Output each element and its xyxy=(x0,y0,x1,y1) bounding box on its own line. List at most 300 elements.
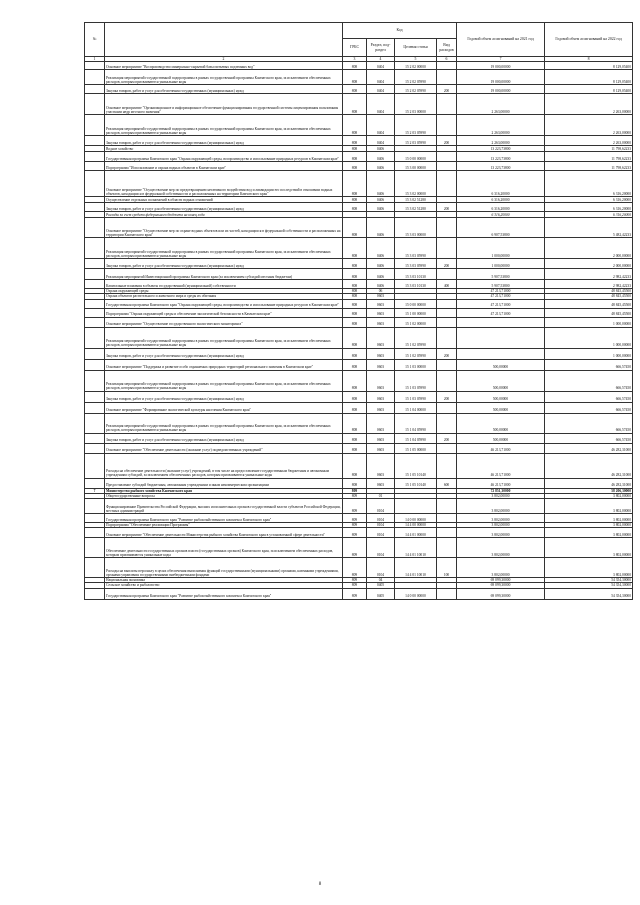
row-number xyxy=(85,453,105,478)
row-target: 15 2 03 00000 xyxy=(395,94,437,115)
row-name: Закупка товаров, работ и услуг для обеспечения государственных (муниципальных) нужд xyxy=(105,203,343,212)
col-index: 5 xyxy=(395,57,437,62)
row-razdel: 0404 xyxy=(367,115,395,136)
row-grbs: 809 xyxy=(343,558,367,578)
col-grbs-header: ГРБС xyxy=(343,39,367,57)
row-amount-2022: 48 845,45500 xyxy=(545,289,633,294)
row-amount-2022: 3 802,00000 xyxy=(545,493,633,498)
table-row xyxy=(85,348,633,359)
row-grbs: 808 xyxy=(343,413,367,433)
table-body xyxy=(85,62,633,599)
row-amount-2022: 11 798,62233 xyxy=(545,152,633,162)
row-name: Основное мероприятие "Воспроизводство минерально-сырьевой базы питьевых подземных вод" xyxy=(105,62,343,70)
row-name: Основное мероприятие "Организационное и информационное обеспечение функционирования государственной системы лицензирования пользования участками недр местного значения" xyxy=(105,94,343,115)
row-vid xyxy=(437,115,457,136)
row-target: 15 2 02 00000 xyxy=(395,62,437,70)
table-row xyxy=(85,370,633,391)
row-target: 15 1 05 00000 xyxy=(395,443,437,453)
row-vid: 200 xyxy=(437,259,457,269)
row-target: 15 3 02 51280 xyxy=(395,203,437,212)
row-amount-2021: 5 907,53800 xyxy=(457,269,545,280)
row-amount-2021: 19 000,00000 xyxy=(457,62,545,70)
row-target: 15 1 04 05990 xyxy=(395,413,437,433)
table-row xyxy=(85,280,633,289)
row-amount-2021: 2 263,00000 xyxy=(457,94,545,115)
row-name: Водное хозяйство xyxy=(105,146,343,152)
row-number: 7 xyxy=(85,488,105,493)
row-amount-2021: 69 099,30000 xyxy=(457,578,545,583)
page-number: 8 xyxy=(318,882,322,887)
row-name: Подпрограмма "Обеспечение реализации Программы" xyxy=(105,523,343,528)
row-name: Основное мероприятие "Осуществление мер по охране водных объектов или их частей, находящихся в федеральной собственности и расположенных на территории Камчатского края" xyxy=(105,218,343,238)
row-amount-2021: 5 907,53800 xyxy=(457,280,545,289)
row-razdel: 0603 xyxy=(367,370,395,391)
row-razdel: 0406 xyxy=(367,238,395,259)
row-target: 15 1 05 10140 xyxy=(395,453,437,478)
table-row xyxy=(85,162,633,171)
table-row xyxy=(85,218,633,238)
row-amount-2021: 500,00000 xyxy=(457,413,545,433)
table-row xyxy=(85,152,633,162)
row-amount-2021: 19 000,00000 xyxy=(457,70,545,85)
row-number xyxy=(85,152,105,162)
row-amount-2021: 1 000,00000 xyxy=(457,259,545,269)
row-vid: 200 xyxy=(437,433,457,443)
row-vid xyxy=(437,171,457,197)
row-target: 14 0 00 00000 xyxy=(395,588,437,599)
row-number xyxy=(85,269,105,280)
row-amount-2022: 3 802,00000 xyxy=(545,528,633,538)
row-name: Реализация мероприятий Инвестиционной программы Камчатского края (за исключением субсидий местным бюджетам) xyxy=(105,269,343,280)
row-amount-2022: 58 206,30000 xyxy=(545,488,633,493)
row-amount-2021: 3 802,00000 xyxy=(457,499,545,514)
row-name: Министерство рыбного хозяйства Камчатского края xyxy=(105,488,343,493)
row-name: Закупка товаров, работ и услуг для обеспечения государственных (муниципальных) нужд xyxy=(105,259,343,269)
row-number xyxy=(85,299,105,308)
row-razdel: 0603 xyxy=(367,308,395,317)
row-amount-2021: 3 802,00000 xyxy=(457,514,545,523)
row-vid xyxy=(437,70,457,85)
table-row xyxy=(85,413,633,433)
row-amount-2022: 1 000,00000 xyxy=(545,327,633,348)
row-name: Обеспечение деятельности государственных органов власти (государственных органов) Камчатского края, за исключением обеспеченных расходов, которым присваиваются уникальные коды xyxy=(105,538,343,558)
row-grbs: 808 xyxy=(343,327,367,348)
row-number xyxy=(85,308,105,317)
table-row xyxy=(85,70,633,85)
row-name: Реализация мероприятий государственной подпрограммы в рамках государственной программы Камчатского края, за исключением обеспеченных расходов, которым присваиваются уникальные коды xyxy=(105,238,343,259)
row-name: Охрана окружающей среды xyxy=(105,289,343,294)
row-razdel: 0406 xyxy=(367,280,395,289)
row-amount-2021: 46 213,71000 xyxy=(457,453,545,478)
row-amount-2021: 2 263,00000 xyxy=(457,136,545,146)
col-index: 4 xyxy=(367,57,395,62)
row-razdel: 0603 xyxy=(367,359,395,370)
row-name: Закупка товаров, работ и услуг для обеспечения государственных (муниципальных) нужд xyxy=(105,348,343,359)
table-row xyxy=(85,433,633,443)
row-vid: 200 xyxy=(437,203,457,212)
row-grbs: 809 xyxy=(343,493,367,498)
row-amount-2022: 2 982,42233 xyxy=(545,269,633,280)
row-vid: 200 xyxy=(437,85,457,94)
row-name: Закупка товаров, работ и услуг для обеспечения государственных (муниципальных) нужд xyxy=(105,85,343,94)
row-razdel: 0603 xyxy=(367,443,395,453)
row-number xyxy=(85,317,105,327)
row-razdel: 0404 xyxy=(367,136,395,146)
row-razdel: 0603 xyxy=(367,402,395,413)
table-row xyxy=(85,269,633,280)
row-amount-2021: 500,00000 xyxy=(457,359,545,370)
budget-table xyxy=(84,22,633,600)
row-amount-2022: 666,57450 xyxy=(545,433,633,443)
row-target: 15 3 02 51280 xyxy=(395,197,437,203)
row-razdel: 0406 xyxy=(367,218,395,238)
row-amount-2022: 6 316,20000 xyxy=(545,171,633,197)
table-row xyxy=(85,558,633,578)
row-vid xyxy=(437,94,457,115)
row-amount-2022: 8 129,05400 xyxy=(545,70,633,85)
row-name: Реализация мероприятий государственной подпрограммы в рамках государственной программы Камчатского края, за исключением обеспеченных расходов, которым присваиваются уникальные коды xyxy=(105,413,343,433)
row-target: 15 0 00 00000 xyxy=(395,299,437,308)
row-grbs: 808 xyxy=(343,348,367,359)
row-vid xyxy=(437,359,457,370)
row-vid xyxy=(437,327,457,348)
row-amount-2022: 3 802,00000 xyxy=(545,499,633,514)
table-row xyxy=(85,538,633,558)
row-number xyxy=(85,115,105,136)
row-target xyxy=(395,499,437,514)
col-no-header: № xyxy=(85,23,105,57)
col-index: 1 xyxy=(85,57,105,62)
row-razdel: 0603 xyxy=(367,453,395,478)
row-amount-2021: 3 802,00000 xyxy=(457,523,545,528)
row-amount-2022: 46 282,31000 xyxy=(545,443,633,453)
row-amount-2021: 3 802,00000 xyxy=(457,538,545,558)
row-number xyxy=(85,538,105,558)
row-amount-2021: 19 000,00000 xyxy=(457,85,545,94)
row-amount-2022: 46 282,31000 xyxy=(545,453,633,478)
table-row xyxy=(85,171,633,197)
row-razdel: 0406 xyxy=(367,259,395,269)
row-amount-2021: 6 907,53800 xyxy=(457,218,545,238)
row-amount-2021: 13 223,73800 xyxy=(457,162,545,171)
row-amount-2022: 3 802,00000 xyxy=(545,538,633,558)
row-number xyxy=(85,327,105,348)
row-number xyxy=(85,499,105,514)
table-row xyxy=(85,317,633,327)
row-vid xyxy=(437,370,457,391)
table-row xyxy=(85,588,633,599)
row-amount-2021: 500,00000 xyxy=(457,402,545,413)
row-target: 15 2 02 05990 xyxy=(395,70,437,85)
row-vid xyxy=(437,588,457,599)
row-number xyxy=(85,370,105,391)
row-target: 15 1 00 00000 xyxy=(395,308,437,317)
row-vid xyxy=(437,299,457,308)
row-razdel: 0104 xyxy=(367,499,395,514)
row-amount-2022: 2 263,00000 xyxy=(545,94,633,115)
row-grbs: 808 xyxy=(343,294,367,299)
table-row xyxy=(85,478,633,488)
table-row xyxy=(85,203,633,212)
row-amount-2021: 3 802,00000 xyxy=(457,558,545,578)
row-grbs: 809 xyxy=(343,514,367,523)
row-grbs: 809 xyxy=(343,528,367,538)
table-row xyxy=(85,308,633,317)
row-amount-2022: 46 282,31000 xyxy=(545,478,633,488)
row-number xyxy=(85,391,105,402)
table-row xyxy=(85,528,633,538)
row-number xyxy=(85,85,105,94)
row-target: 15 1 04 05990 xyxy=(395,433,437,443)
row-number xyxy=(85,94,105,115)
budget-table-sheet xyxy=(84,22,632,600)
row-grbs: 808 xyxy=(343,85,367,94)
row-name: Государственная программа Камчатского края "Охрана окружающей среды, воспроизводство и использование природных ресурсов в Камчатском крае" xyxy=(105,152,343,162)
row-grbs: 808 xyxy=(343,359,367,370)
row-target: 15 2 03 05990 xyxy=(395,136,437,146)
row-target: 15 1 03 05990 xyxy=(395,391,437,402)
row-name: Закупка товаров, работ и услуг для обеспечения государственных (муниципальных) нужд xyxy=(105,136,343,146)
row-target: 14 0 00 00000 xyxy=(395,514,437,523)
row-name: Расходы на обеспечение деятельности (оказание услуг) учреждений, в том числе на предоставление государственным бюджетным и автономным учреждениям субсидий, за исключением обеспеченных расходов, которым присваиваются уникальные коды xyxy=(105,453,343,478)
row-number xyxy=(85,528,105,538)
row-amount-2022: 2 000,00000 xyxy=(545,259,633,269)
col-index: 7 xyxy=(457,57,545,62)
row-number xyxy=(85,62,105,70)
row-target: 14 4 00 00000 xyxy=(395,523,437,528)
row-amount-2022: 3 802,00000 xyxy=(545,558,633,578)
row-number xyxy=(85,171,105,197)
row-number xyxy=(85,433,105,443)
row-grbs: 808 xyxy=(343,152,367,162)
row-amount-2022: 666,57450 xyxy=(545,413,633,433)
row-target: 15 1 03 00000 xyxy=(395,359,437,370)
row-name: Реализация мероприятий государственной подпрограммы в рамках государственной программы Камчатского края, за исключением обеспеченных расходов, которым присваиваются уникальные коды xyxy=(105,370,343,391)
row-amount-2022: 6 316,20000 xyxy=(545,197,633,203)
row-name: Закупка товаров, работ и услуг для обеспечения государственных (муниципальных) нужд xyxy=(105,391,343,402)
row-amount-2021: 46 213,71000 xyxy=(457,478,545,488)
col-vid-header: Вид расходов xyxy=(437,39,457,57)
row-vid xyxy=(437,218,457,238)
table-row xyxy=(85,327,633,348)
row-amount-2022: 48 845,45500 xyxy=(545,294,633,299)
row-name: Общегосударственные вопросы xyxy=(105,493,343,498)
row-razdel: 0603 xyxy=(367,413,395,433)
row-number xyxy=(85,443,105,453)
row-grbs: 808 xyxy=(343,162,367,171)
row-amount-2021: 47 213,71000 xyxy=(457,294,545,299)
row-vid xyxy=(437,152,457,162)
row-name: Сельское хозяйство и рыболовство xyxy=(105,583,343,588)
row-razdel: 0406 xyxy=(367,171,395,197)
row-grbs: 808 xyxy=(343,289,367,294)
row-number xyxy=(85,259,105,269)
row-grbs: 808 xyxy=(343,62,367,70)
table-row xyxy=(85,136,633,146)
row-razdel: 01 xyxy=(367,493,395,498)
row-amount-2022: 1 000,00000 xyxy=(545,348,633,359)
row-amount-2022: 2 982,42233 xyxy=(545,280,633,289)
row-number xyxy=(85,70,105,85)
row-name: Национальная экономика xyxy=(105,578,343,583)
row-vid xyxy=(437,238,457,259)
row-vid xyxy=(437,514,457,523)
row-grbs: 808 xyxy=(343,391,367,402)
row-grbs: 808 xyxy=(343,269,367,280)
row-razdel: 0603 xyxy=(367,327,395,348)
row-name: Закупка товаров, работ и услуг для обеспечения государственных (муниципальных) нужд xyxy=(105,433,343,443)
row-grbs: 809 xyxy=(343,588,367,599)
row-amount-2021: 13 223,73800 xyxy=(457,152,545,162)
row-razdel: 0104 xyxy=(367,514,395,523)
row-number xyxy=(85,348,105,359)
row-razdel: 0603 xyxy=(367,294,395,299)
row-razdel: 0404 xyxy=(367,94,395,115)
row-vid xyxy=(437,269,457,280)
row-razdel: 0104 xyxy=(367,523,395,528)
row-name: Расходы за счет средств федерального бюджета на конец года xyxy=(105,212,343,218)
row-amount-2022: 666,57450 xyxy=(545,402,633,413)
row-vid: 200 xyxy=(437,391,457,402)
row-vid xyxy=(437,317,457,327)
col-2022-header: Годовой объем ассигнований на 2022 год xyxy=(545,23,633,57)
row-razdel: 0603 xyxy=(367,433,395,443)
row-target: 15 3 03 10130 xyxy=(395,269,437,280)
row-target: 15 1 03 05990 xyxy=(395,370,437,391)
row-amount-2021 xyxy=(457,317,545,327)
row-razdel: 0404 xyxy=(367,62,395,70)
row-number xyxy=(85,588,105,599)
row-amount-2021: 500,00000 xyxy=(457,370,545,391)
col-index: 2 xyxy=(105,57,343,62)
row-name: Основное мероприятие "Осуществление государственного экологического мониторинга" xyxy=(105,317,343,327)
row-razdel: 0405 xyxy=(367,583,395,588)
row-number xyxy=(85,514,105,523)
row-grbs: 808 xyxy=(343,259,367,269)
table-row xyxy=(85,62,633,70)
row-target: 15 1 04 00000 xyxy=(395,402,437,413)
row-grbs: 808 xyxy=(343,171,367,197)
row-target: 15 3 02 00000 xyxy=(395,171,437,197)
row-name: Подпрограмма "Охрана окружающей среды и обеспечение экологической безопасности в Камчатском крае" xyxy=(105,308,343,317)
row-grbs: 808 xyxy=(343,299,367,308)
row-number xyxy=(85,136,105,146)
row-amount-2022: 666,57450 xyxy=(545,359,633,370)
row-razdel: 0406 xyxy=(367,152,395,162)
row-vid xyxy=(437,443,457,453)
row-amount-2021: 1 000,00000 xyxy=(457,238,545,259)
row-name: Основное мероприятие "Обеспечение деятельности (оказание услуг) подведомственных учреждений" xyxy=(105,443,343,453)
row-razdel: 0603 xyxy=(367,348,395,359)
row-grbs: 809 xyxy=(343,499,367,514)
row-vid xyxy=(437,538,457,558)
row-grbs: 809 xyxy=(343,488,367,493)
row-amount-2021: 6 316,20000 xyxy=(457,212,545,218)
row-razdel: 0406 xyxy=(367,269,395,280)
table-row xyxy=(85,391,633,402)
row-amount-2021: 2 263,00000 xyxy=(457,115,545,136)
row-amount-2021: 500,00000 xyxy=(457,433,545,443)
row-razdel: 0104 xyxy=(367,558,395,578)
row-grbs: 808 xyxy=(343,433,367,443)
row-amount-2021: 6 316,20000 xyxy=(457,203,545,212)
row-name: Функционирование Правительства Российской Федерации, высших исполнительных органов государственной власти субъектов Российской Федерации, местных администраций xyxy=(105,499,343,514)
row-grbs: 808 xyxy=(343,317,367,327)
row-name: Осуществление отдельных полномочий в области водных отношений xyxy=(105,197,343,203)
row-razdel: 0603 xyxy=(367,478,395,488)
row-number xyxy=(85,558,105,578)
table-row xyxy=(85,85,633,94)
row-vid xyxy=(437,162,457,171)
row-name: Реализация мероприятий государственной подпрограммы в рамках государственной программы Камчатского края, за исключением обеспеченных расходов, которым присваиваются уникальные коды xyxy=(105,327,343,348)
row-razdel: 0406 xyxy=(367,197,395,203)
row-target: 14 4 01 00000 xyxy=(395,528,437,538)
row-vid xyxy=(437,413,457,433)
col-2021-header: Годовой объем ассигнований на 2021 год xyxy=(457,23,545,57)
row-vid xyxy=(437,499,457,514)
row-amount-2022: 54 354,30000 xyxy=(545,583,633,588)
col-index: 3 xyxy=(343,57,367,62)
table-row xyxy=(85,259,633,269)
row-grbs: 808 xyxy=(343,402,367,413)
row-name: Предоставление субсидий бюджетным, автономным учреждениям и иным некоммерческим организациям xyxy=(105,478,343,488)
row-grbs: 808 xyxy=(343,370,367,391)
row-name: Государственная программа Камчатского края "Охрана окружающей среды, воспроизводство и использование природных ресурсов в Камчатском крае" xyxy=(105,299,343,308)
row-razdel: 0406 xyxy=(367,203,395,212)
table-row xyxy=(85,359,633,370)
row-amount-2022: 3 802,00000 xyxy=(545,514,633,523)
row-amount-2022: 48 845,45500 xyxy=(545,299,633,308)
row-target: 14 4 01 10010 xyxy=(395,538,437,558)
row-target: 15 3 03 10130 xyxy=(395,280,437,289)
header-row-top xyxy=(85,23,633,39)
row-vid xyxy=(437,402,457,413)
row-name: Основное мероприятие "Обеспечение деятельности Министерства рыбного хозяйства Камчатского края в установленной сфере деятельности" xyxy=(105,528,343,538)
row-amount-2022: 8 129,05400 xyxy=(545,62,633,70)
row-amount-2022: 48 845,45500 xyxy=(545,308,633,317)
row-vid xyxy=(437,62,457,70)
row-target: 15 1 02 00000 xyxy=(395,317,437,327)
row-amount-2022: 8 129,05400 xyxy=(545,85,633,94)
row-grbs: 809 xyxy=(343,578,367,583)
row-amount-2022: 11 798,62233 xyxy=(545,162,633,171)
row-name: Реализация мероприятий государственной подпрограммы в рамках государственной программы Камчатского края, за исключением обеспеченных расходов, которым присваиваются уникальные коды xyxy=(105,70,343,85)
row-grbs: 808 xyxy=(343,308,367,317)
row-amount-2022: 6 316,20000 xyxy=(545,212,633,218)
row-grbs: 808 xyxy=(343,238,367,259)
row-amount-2021 xyxy=(457,327,545,348)
row-amount-2022: 11 798,62233 xyxy=(545,146,633,152)
col-name-header xyxy=(105,23,343,57)
row-grbs: 808 xyxy=(343,478,367,488)
row-razdel: 0405 xyxy=(367,588,395,599)
row-amount-2022: 5 482,42233 xyxy=(545,218,633,238)
row-amount-2021: 47 213,71000 xyxy=(457,289,545,294)
code-group-header: Код xyxy=(343,23,457,39)
row-amount-2021 xyxy=(457,348,545,359)
row-grbs: 808 xyxy=(343,94,367,115)
row-grbs: 808 xyxy=(343,280,367,289)
row-name: Реализация мероприятий государственной подпрограммы в рамках государственной программы Камчатского края, за исключением обеспеченных расходов, которым присваиваются уникальные коды xyxy=(105,115,343,136)
row-razdel: 0603 xyxy=(367,299,395,308)
row-vid xyxy=(437,528,457,538)
row-amount-2022: 2 263,00000 xyxy=(545,136,633,146)
row-grbs: 808 xyxy=(343,443,367,453)
table-row xyxy=(85,453,633,478)
row-vid: 400 xyxy=(437,280,457,289)
row-amount-2021: 6 316,20000 xyxy=(457,197,545,203)
row-amount-2022: 2 000,00000 xyxy=(545,238,633,259)
